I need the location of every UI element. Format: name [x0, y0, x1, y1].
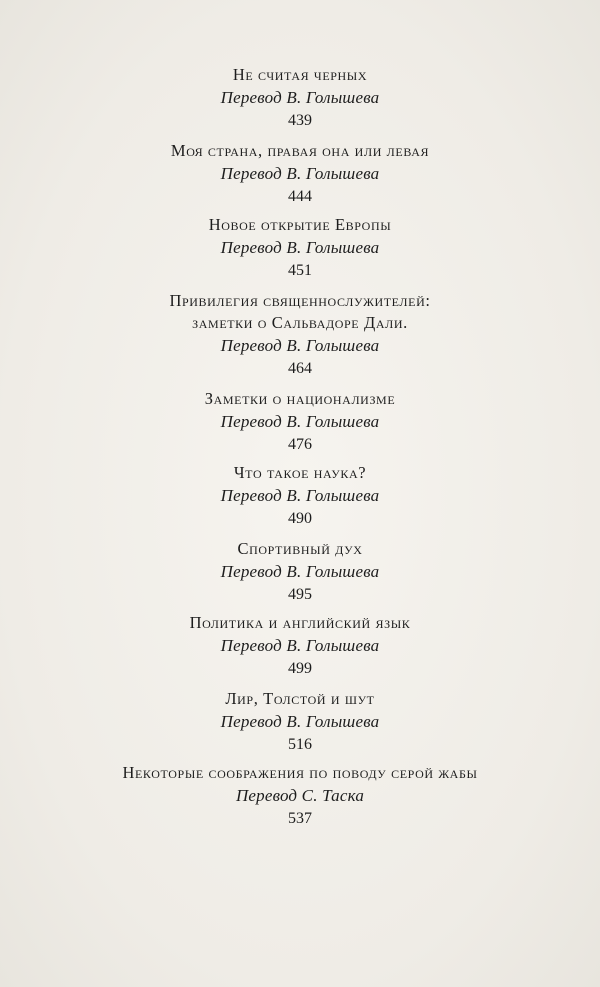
entry-translator: Перевод В. Голышева: [220, 712, 380, 731]
entry-title: Заметки о национализме: [204, 389, 396, 408]
toc-entry: [0, 762, 600, 830]
entry-title: Лир, Толстой и шут: [225, 689, 375, 708]
entry-translator: Перевод В. Голышева: [220, 336, 380, 355]
entry-translator: Перевод В. Голышева: [220, 636, 380, 655]
toc-entry: [0, 538, 600, 606]
toc-entry: [0, 388, 600, 456]
entry-translator: Перевод В. Голышева: [220, 164, 380, 183]
entry-title: Привилегия священнослужителей:: [169, 291, 431, 310]
toc-entry: [0, 688, 600, 756]
entry-title: Что такое наука?: [233, 463, 367, 482]
entry-translator: Перевод В. Голышева: [220, 486, 380, 505]
entry-page-number: 451: [288, 262, 312, 279]
toc-entry: [0, 612, 600, 680]
entry-page-number: 439: [288, 112, 312, 129]
entry-title: Не считая черных: [232, 65, 368, 84]
entry-translator: Перевод В. Голышева: [220, 562, 380, 581]
entry-page-number: 537: [288, 810, 312, 827]
entry-translator: Перевод В. Голышева: [220, 88, 380, 107]
toc-entry: [0, 64, 600, 132]
entry-page-number: 444: [288, 188, 312, 205]
entry-title: Моя страна, правая она или левая: [170, 141, 430, 160]
entry-page-number: 495: [288, 586, 312, 603]
toc-entry: [0, 290, 600, 380]
entry-title: Политика и английский язык: [189, 613, 411, 632]
toc-entry: [0, 140, 600, 208]
entry-page-number: 499: [288, 660, 312, 677]
entry-page-number: 516: [288, 736, 312, 753]
entry-title: Новое открытие Европы: [208, 215, 392, 234]
entry-page-number: 464: [288, 360, 312, 377]
entry-title-continued: заметки о Сальвадоре Дали.: [192, 313, 408, 332]
toc-entry: [0, 214, 600, 282]
entry-title: Некоторые соображения по поводу серой жабы: [122, 763, 478, 782]
entry-page-number: 490: [288, 510, 312, 527]
entry-translator: Перевод С. Таска: [235, 786, 365, 805]
toc-entry: [0, 462, 600, 530]
entry-page-number: 476: [288, 436, 312, 453]
entry-translator: Перевод В. Голышева: [220, 412, 380, 431]
entry-title: Спортивный дух: [237, 539, 363, 558]
entry-translator: Перевод В. Голышева: [220, 238, 380, 257]
